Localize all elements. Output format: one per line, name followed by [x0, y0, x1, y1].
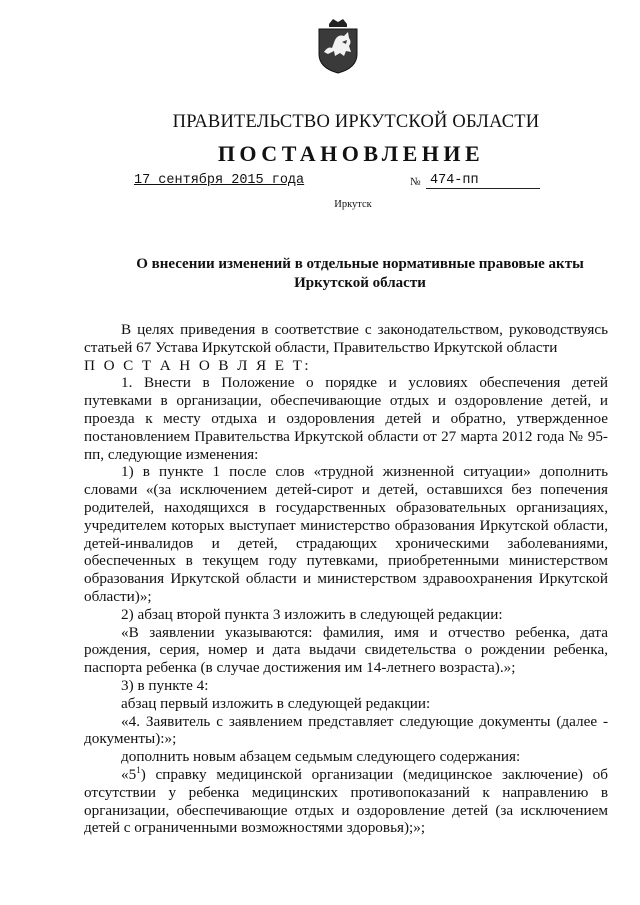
document-type: ПОСТАНОВЛЕНИЕ [217, 141, 485, 166]
document-number: 474-пп [426, 173, 540, 189]
document-body [84, 321, 608, 837]
paragraph-1: 1. Внести в Положение о порядке и условиях обеспечения детей путевками в организации, обеспечивающие отдых и оздоровление детей, и проезда к месту отдыха и оздоровления детей и обратно, утвержденное постановлением Правительства Иркутской области от 27 марта 2012 года № 95-пп, следующие изменения: [84, 374, 608, 463]
paragraph-9-start: «5 [121, 765, 137, 783]
intro-paragraph: В целях приведения в соответствие с законодательством, руководствуясь статьей 67 Устава Иркутской области, Правительство Иркутской области [84, 321, 608, 356]
paragraph-3: 2) абзац второй пункта 3 изложить в следующей редакции: [121, 605, 503, 623]
paragraph-7: «4. Заявитель с заявлением представляет следующие документы (далее - документы):»; [84, 712, 608, 748]
paragraph-2: 1) в пункте 1 после слов «трудной жизненной ситуации» дополнить словами «(за исключением детей-сирот и детей, оставшихся без попечения родителей, находящихся в государственных образовательных организациях, учредителем которых выступает министерство образования Иркутской области, детей-инвалидов и детей, страдающих хроническими заболеваниями, обеспеченных в текущем году путевками, приобретенными министерством образования Иркутской области и министерством здравоохранения Иркутской области)»; [84, 463, 608, 605]
paragraph-4: «В заявлении указываются: фамилия, имя и отчество ребенка, дата рождения, серия, номер и дата выдачи свидетельства о рождении ребенка, паспорта ребенка (в случае достижения им 14-летнего возраста).»; [84, 623, 608, 677]
paragraph-8: дополнить новым абзацем седьмым следующего содержания: [121, 748, 521, 766]
document-title [110, 255, 610, 293]
document-date: 17 сентября 2015 года [134, 173, 305, 188]
superscript-one: 1 [136, 764, 141, 775]
document-title-line2: Иркутской области [294, 275, 426, 291]
paragraph-9 [84, 766, 608, 837]
paragraph-9-rest: ) справку медицинской организации (медицинское заключение) об отсутствии у ребенка медицинских противопоказаний к направлению в организации, обеспечивающие отдых и оздоровление детей (за исключением детей с ограниченными возможностями здоровья);»; [84, 765, 608, 837]
document-title-line1: О внесении изменений в отдельные нормативные правовые акты [136, 256, 584, 272]
paragraph-6: абзац первый изложить в следующей редакции: [121, 694, 431, 712]
city-name: Иркутск [334, 199, 372, 210]
resolves-line: П О С Т А Н О В Л Я Е Т: [84, 356, 311, 374]
irkutsk-coat-of-arms-icon [316, 18, 360, 74]
government-name: ПРАВИТЕЛЬСТВО ИРКУТСКОЙ ОБЛАСТИ [172, 112, 540, 132]
paragraph-5: 3) в пункте 4: [121, 676, 209, 694]
number-label: № [410, 176, 421, 188]
